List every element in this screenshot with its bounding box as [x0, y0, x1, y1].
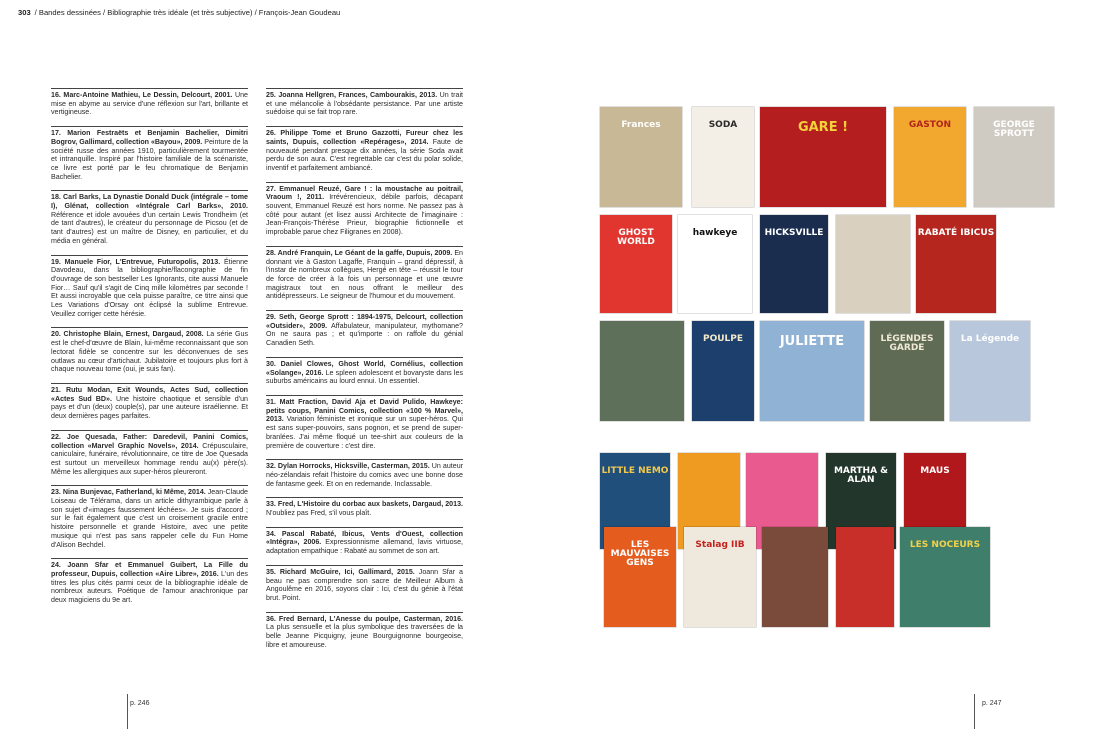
entry-description: Peinture de la société russe des années 1910, particulièrement tourmentée et intranquille. Inspiré par l'histoire familiale de la scénariste, ce livre est porté par le feu chromatique de Benjamin Bachelier.	[51, 137, 249, 181]
entry-description: N'oubliez pas Fred, s'il vous plaît.	[266, 509, 372, 518]
entry-heading: 36. Fred Bernard, L'Anesse du poulpe, Casterman, 2016.	[266, 614, 463, 623]
bibliography-column-left	[51, 88, 248, 614]
entry-description: En donnant vie à Gaston Lagaffe, Franquin – grand dépressif, à l'instar de nombreux collègues, Hergé en tête – réussit le tour de force de créer à la fois un personnage et une œuvre magistraux tout en nous offrant le meilleur des antidépresseurs. Le seigneur de l'humour et du mouvement.	[266, 248, 463, 301]
bibliography-entry	[266, 88, 463, 117]
bibliography-entry	[266, 246, 463, 301]
book-cover-les-noceurs	[900, 527, 990, 627]
book-cover-rabate-ibicus	[916, 215, 996, 313]
book-cover-ghost-world	[600, 215, 672, 313]
entry-description: Faute de nouveauté pendant presque dix années, la série Soda avait perdu de son aura. C'est regrettable car c'est du polar solide, inventif et parfaitement ambiancé.	[266, 137, 463, 172]
header-text: / Bandes dessinées / Bibliographie très idéale (et très subjective) / François-Jean Goudeau	[34, 8, 341, 17]
entry-heading: 17. Marion Festraëts et Benjamin Bachelier, Dimitri Bogrov, Gallimard, collection «Bayou», 2009.	[51, 129, 248, 146]
entry-description: L'un des titres les plus cités parmi ceux de la bibliographie idéale de nombreux auteurs. Poétique de l'amour anachronique par deux magiciens du 9e art.	[51, 569, 248, 605]
book-cover-george-sprott	[974, 107, 1054, 207]
entry-description: La série Gus est le chef-d'œuvre de Blain, lui-même reconnaissant que son lectorat fidèle se concentre sur les déconvenues de ses outlaws au cœur d'artichaut. Jubilatoire et toujours plus fort à chaque nouveau tome (oui, je suis fan).	[51, 330, 248, 374]
book-cover-corbac	[836, 215, 910, 313]
cover-title: LÉGENDES GARDE	[880, 334, 934, 353]
book-cover-poulpe	[692, 321, 754, 421]
entry-heading: 25. Joanna Hellgren, Frances, Cambourakis, 2013.	[266, 91, 438, 99]
bibliography-entry	[266, 497, 463, 517]
book-cover-soda	[692, 107, 754, 207]
cover-title: MAUS	[920, 466, 950, 476]
cover-title: GEORGE SPROTT	[993, 120, 1035, 139]
bibliography-entry	[51, 558, 248, 605]
page-number: 303	[18, 8, 31, 17]
entry-description: Jean-Claude Loiseau de Télérama, dans un article dithyrambique parle à son sujet d'«images faussement léchées». Je suis d'accord ; sur le fait également que c'est un croisement gracile entre histoire personnelle et grande Histoire, avec une petite musique qui n'est pas sans rappeler celle du Fun Home d'Alison Bechdel.	[51, 488, 248, 549]
running-header	[18, 8, 340, 17]
entry-heading: 33. Fred, L'Histoire du corbac aux baskets, Dargaud, 2013.	[266, 500, 463, 509]
entry-heading: 31. Matt Fraction, David Aja et David Pulido, Hawkeye: petits coups, Panini Comics, collection «100 % Marvel», 2013.	[266, 397, 463, 424]
book-cover-juliette	[760, 321, 864, 421]
entry-heading: 35. Richard McGuire, Ici, Gallimard, 2015.	[266, 567, 415, 576]
entry-description: La plus sensuelle et la plus symbolique des traversées de la belle Jeanne Picquigny, jeune Bourguignonne bourgeoise, libre et amoureuse.	[266, 623, 463, 649]
entry-description: Une mise en abyme au service d'une réflexion sur l'art, brillante et vertigineuse.	[51, 91, 248, 117]
entry-heading: 20. Christophe Blain, Ernest, Dargaud, 2008.	[51, 330, 204, 339]
cover-title: hawkeye	[692, 228, 738, 238]
bibliography-entry	[266, 565, 463, 603]
bibliography-column-right	[266, 88, 463, 658]
cover-title: La Légende	[960, 334, 1020, 344]
book-cover-la-legende	[950, 321, 1030, 421]
bibliography-entry	[266, 395, 463, 450]
entry-description: Variation féministe et ironique sur un super-héros. Qui est sans super-pouvoirs, sans pognon, et se prend de super-branlées. J'ai même floqué un tee-shirt aux couleurs de la première de couverture : c'est dire.	[266, 415, 463, 450]
bibliography-entry	[51, 430, 248, 477]
entry-description: Un trait et une mélancolie à l'obsédante persistance. Par une artiste suédoise qui se fait trop rare.	[266, 91, 463, 117]
book-cover-stalag	[684, 527, 756, 627]
folio-left: p. 246	[130, 700, 150, 707]
bibliography-entry	[266, 612, 463, 650]
book-cover-ici	[600, 321, 684, 421]
cover-title: LES MAUVAISES GENS	[610, 540, 670, 568]
entry-description: Référence et idole avouées d'un certain Lewis Trondheim (et de tant d'autres), le créateur du personnage de Picsou (et de tant d'autres) est un maître de Disney, en particulier, et du média en général.	[51, 210, 248, 245]
entry-heading: 26. Philippe Tome et Bruno Gazzotti, Fureur chez les saints, Dupuis, collection «Repérages», 2014.	[266, 129, 463, 146]
entry-description: Une histoire chaotique et sensible d'un pays et d'un (deux) couple(s), par une auteure israélienne. Et deux dernières pages parfaites.	[51, 394, 248, 421]
entry-heading: 28. André Franquin, Le Géant de la gaffe, Dupuis, 2009.	[266, 248, 453, 257]
entry-description: Étienne Davodeau, dans la bibliographie/flacongraphie de fin d'ouvrage de son bestseller Les Ignorants, cite aussi Manuele Fior… Sauf qu'il s'agit de Cinq mille kilomètres par seconde ! Et aussi incroyable que cela puisse paraître, ce titre ainsi que Les Variations d'Orsay ont éclipsé la sublime Entrevue. Veuillez corriger cette hérésie.	[51, 257, 249, 318]
cover-grid	[600, 107, 1035, 637]
entry-heading: 30. Daniel Clowes, Ghost World, Cornélius, collection «Solange», 2016.	[266, 359, 463, 377]
entry-heading: 34. Pascal Rabaté, Ibicus, Vents d'Ouest, collection «Intégra», 2006.	[266, 529, 463, 547]
bibliography-entry	[51, 190, 248, 245]
book-cover-gaston	[894, 107, 966, 207]
cover-title: POULPE	[702, 334, 744, 344]
bibliography-entry	[51, 327, 248, 374]
entry-heading: 19. Manuele Fior, L'Entrevue, Futuropolis, 2013.	[51, 257, 221, 266]
entry-description: Joann Sfar a beau ne pas comprendre son sacre de Meilleur Album à Angoulême en 2016, soyons clair : Ici, c'est du génie à l'état brut. Point.	[266, 567, 463, 602]
entry-heading: 22. Joe Quesada, Father: Daredevil, Panini Comics, collection «Marvel Graphic Novels», 2014.	[51, 432, 248, 450]
entry-heading: 24. Joann Sfar et Emmanuel Guibert, La Fille du professeur, Dupuis, collection «Aire Libre», 2016.	[51, 561, 248, 578]
bibliography-entry	[51, 255, 248, 319]
cover-title: GARE !	[797, 120, 849, 135]
book-cover-gare	[760, 107, 886, 207]
bibliography-entry	[266, 126, 463, 173]
book-cover-red-cover	[836, 527, 894, 627]
footer-rule-right	[974, 694, 975, 729]
footer-rule-left	[127, 694, 128, 729]
entry-heading: 21. Rutu Modan, Exit Wounds, Actes Sud, collection «Actes Sud BD».	[51, 385, 248, 403]
entry-description: Le spleen adolescent et bovaryste dans les suburbs américains au lourd ennui. Un essentiel.	[266, 368, 463, 386]
bibliography-entry	[266, 459, 463, 488]
bibliography-entry	[51, 88, 248, 117]
cover-title: GASTON	[908, 120, 952, 130]
entry-heading: 16. Marc-Antoine Mathieu, Le Dessin, Delcourt, 2001.	[51, 91, 233, 99]
book-cover-hawkeye	[678, 215, 752, 313]
cover-title: MARTHA & ALAN	[833, 466, 889, 485]
entry-description: Affabulateur, manipulateur, mythomane? On ne saura pas ; et qu'importe : on raffole du génial Canadien Seth.	[266, 321, 463, 348]
book-cover-mauvaises-gens	[604, 527, 676, 627]
entry-description: Expressionnisme allemand, lavis virtuose, adaptation empathique : Rabaté au sommet de son art.	[266, 538, 464, 556]
cover-title: Stalag IIB	[695, 540, 745, 550]
folio-right: p. 247	[982, 700, 1002, 707]
cover-title: LES NOCEURS	[909, 540, 981, 550]
entry-heading: 23. Nina Bunjevac, Fatherland, ki Même, 2014.	[51, 488, 206, 497]
bibliography-entry	[266, 527, 463, 556]
bibliography-entry	[266, 182, 463, 237]
entry-heading: 18. Carl Barks, La Dynastie Donald Duck (intégrale – tome I), Glénat, collection «Intégrale Carl Barks», 2010.	[51, 193, 248, 211]
entry-description: Crépusculaire, caniculaire, funéraire, révolutionnaire, ce titre de Joe Quesada est surtout un merveilleux hommage rendu au(x) père(s). Même les allergiques aux super-héros pleureront.	[51, 441, 248, 476]
entry-heading: 29. Seth, George Sprott : 1894-1975, Delcourt, collection «Outsider», 2009.	[266, 313, 463, 330]
cover-title: HICKSVILLE	[764, 228, 824, 238]
book-cover-hicksville	[760, 215, 828, 313]
entry-heading: 27. Emmanuel Reuzé, Gare ! : la moustache au poitrail, Vraoum !, 2011.	[266, 184, 463, 202]
entry-description: Un auteur néo-zélandais refait l'histoire du comics avec une bonne dose de fantasme geek. Et on en redemande. Inclassable.	[266, 462, 464, 488]
entry-heading: 32. Dylan Horrocks, Hicksville, Casterman, 2015.	[266, 462, 430, 471]
bibliography-entry	[51, 485, 248, 549]
entry-description: Irrévérencieux, débile parfois, décapant souvent, Emmanuel Reuzé est hors norme. Ne passez pas à côté pour autant (et lisez aussi Architecte de l'imaginaire : Jean-François-Thérèse Prieur, biographie fictionnelle et improbable parue chez Filigranes en 2008).	[266, 193, 464, 237]
cover-title: GHOST WORLD	[617, 228, 655, 247]
book-cover-portrait	[762, 527, 828, 627]
cover-title: LITTLE NEMO	[601, 466, 669, 476]
bibliography-entry	[51, 383, 248, 421]
bibliography-entry	[51, 126, 248, 181]
book-cover-frances	[600, 107, 682, 207]
cover-title: Frances	[621, 120, 661, 130]
cover-title: JULIETTE	[779, 334, 845, 349]
cover-title: RABATÉ IBICUS	[917, 228, 995, 238]
bibliography-entry	[266, 310, 463, 348]
book-cover-legendes-garde	[870, 321, 944, 421]
cover-title: SODA	[708, 120, 738, 130]
bibliography-entry	[266, 357, 463, 386]
